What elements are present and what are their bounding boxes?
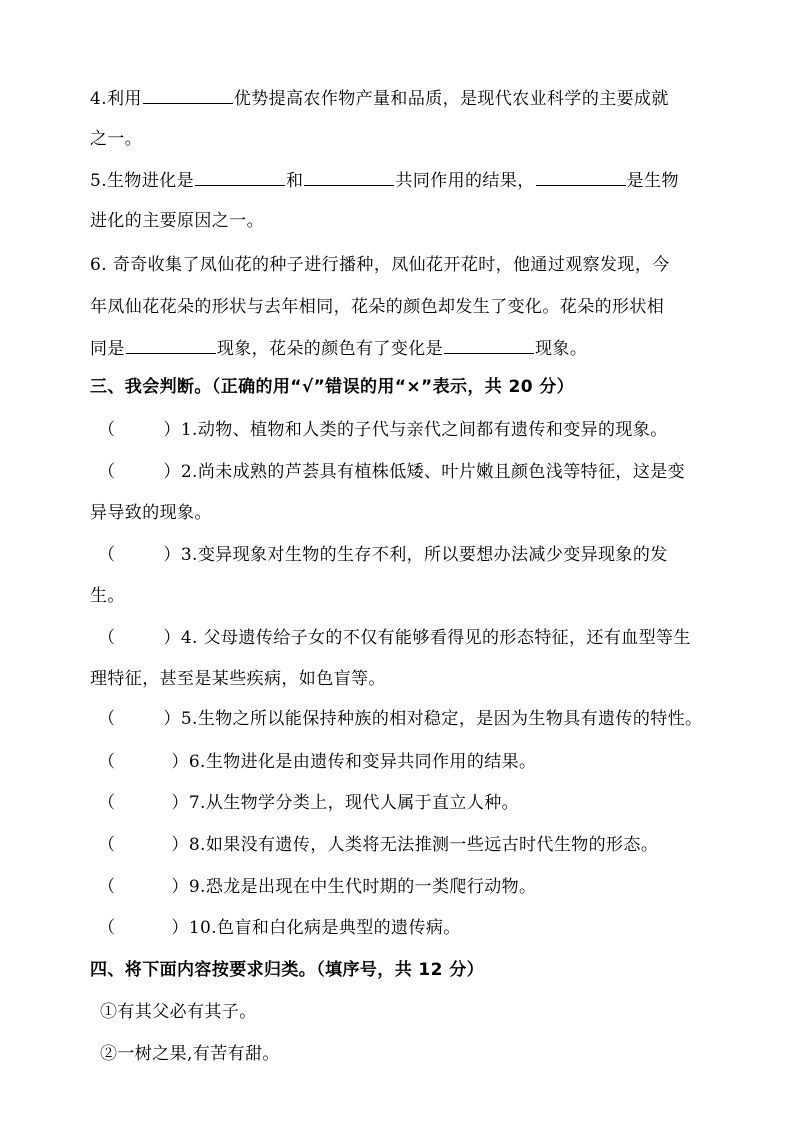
judge-item-6-text: 6.生物进化是由遗传和变异共同作用的结果。 (188, 752, 537, 772)
judge-item-8 (98, 834, 658, 856)
question-6-line-3 (90, 337, 587, 360)
question-6-line-1: 6. 奇奇收集了凤仙花的种子进行播种，凤仙花开花时，他通过观察发现，今 (90, 255, 670, 275)
answer-paren-open: （ (98, 709, 116, 729)
answer-paren-close: ） (163, 420, 181, 440)
section-4-heading: 四、将下面内容按要求归类。（填序号，共 12 分） (90, 960, 484, 980)
judge-item-6 (98, 751, 536, 773)
question-4-suffix: 优势提高农作物产量和品质，是现代农业科学的主要成就 (233, 89, 669, 109)
answer-paren-open: （ (98, 752, 116, 772)
question-6-line-2: 年凤仙花花朵的形状与去年相同，花朵的颜色却发生了变化。花朵的形状相 (90, 297, 665, 317)
answer-paren-open: （ (98, 918, 116, 938)
answer-paren-open: （ (98, 793, 116, 813)
question-6-line-3-prefix: 同是 (90, 339, 125, 359)
answer-paren-open: （ (98, 545, 116, 565)
judge-item-5-text: 5.生物之所以能保持种族的相对稳定，是因为生物具有遗传的特性。 (180, 709, 703, 729)
question-6-blank-2[interactable] (444, 337, 534, 354)
question-4-line-1 (90, 87, 669, 110)
answer-paren-close: ） (171, 835, 189, 855)
question-5-blank-2[interactable] (304, 169, 394, 186)
classify-item-1: ①有其父必有其子。 (100, 1002, 257, 1022)
question-5-suffix: 是生物 (626, 171, 679, 191)
judge-item-2 (98, 461, 685, 483)
question-5-prefix: 5.生物进化是 (90, 171, 195, 191)
judge-item-1 (98, 419, 668, 441)
answer-paren-open: （ (98, 628, 116, 648)
question-5-blank-3[interactable] (536, 169, 626, 186)
judge-item-9-text: 9.恐龙是出现在中生代时期的一类爬行动物。 (188, 877, 537, 897)
judge-item-10-text: 10.色盲和白化病是典型的遗传病。 (188, 918, 461, 938)
judge-item-1-text: 1.动物、植物和人类的子代与亲代之间都有遗传和变异的现象。 (180, 420, 668, 440)
judge-item-8-text: 8.如果没有遗传，人类将无法推测一些远古时代生物的形态。 (188, 835, 659, 855)
answer-paren-close: ） (163, 545, 181, 565)
question-4-blank[interactable] (143, 87, 233, 104)
answer-paren-open: （ (98, 877, 116, 897)
answer-paren-close: ） (163, 628, 181, 648)
question-6-line-3-suffix: 现象。 (535, 339, 588, 359)
judge-item-5 (98, 708, 702, 730)
judge-item-2-continuation: 异导致的现象。 (90, 503, 212, 523)
question-6-line-3-mid: 现象，花朵的颜色有了变化是 (216, 339, 444, 359)
question-5-mid-1: 和 (286, 171, 304, 191)
classify-item-2: ②一树之果,有苦有甜。 (100, 1044, 280, 1064)
question-5-blank-1[interactable] (195, 169, 285, 186)
judge-item-7 (98, 792, 519, 814)
judge-item-4 (98, 627, 691, 649)
question-5-line-2: 进化的主要原因之一。 (90, 211, 264, 231)
judge-item-3 (98, 544, 668, 566)
question-5-mid-2: 共同作用的结果， (395, 171, 535, 191)
answer-paren-close: ） (171, 793, 189, 813)
question-6-blank-1[interactable] (126, 337, 216, 354)
answer-paren-close: ） (171, 752, 189, 772)
section-3-heading: 三、我会判断。（正确的用“√”错误的用“×”表示，共 20 分） (90, 377, 575, 397)
judge-item-4-text: 4. 父母遗传给子女的不仅有能够看得见的形态特征，还有血型等生 (180, 628, 691, 648)
answer-paren-close: ） (171, 877, 189, 897)
answer-paren-open: （ (98, 835, 116, 855)
judge-item-7-text: 7.从生物学分类上，现代人属于直立人种。 (188, 793, 520, 813)
answer-paren-close: ） (171, 918, 189, 938)
answer-paren-open: （ (98, 462, 116, 482)
judge-item-2-text: 2.尚未成熟的芦荟具有植株低矮、叶片嫩且颜色浅等特征，这是变 (180, 462, 686, 482)
answer-paren-close: ） (163, 462, 181, 482)
question-4-prefix: 4.利用 (90, 89, 142, 109)
question-4-line-2: 之一。 (90, 129, 143, 149)
answer-paren-open: （ (98, 420, 116, 440)
judge-item-10 (98, 917, 461, 939)
judge-item-3-continuation: 生。 (90, 586, 125, 606)
question-5-line-1 (90, 169, 679, 192)
answer-paren-close: ） (163, 709, 181, 729)
judge-item-9 (98, 876, 536, 898)
judge-item-3-text: 3.变异现象对生物的生存不利，所以要想办法减少变异现象的发 (180, 545, 668, 565)
judge-item-4-continuation: 理特征，甚至是某些疾病，如色盲等。 (90, 669, 386, 689)
